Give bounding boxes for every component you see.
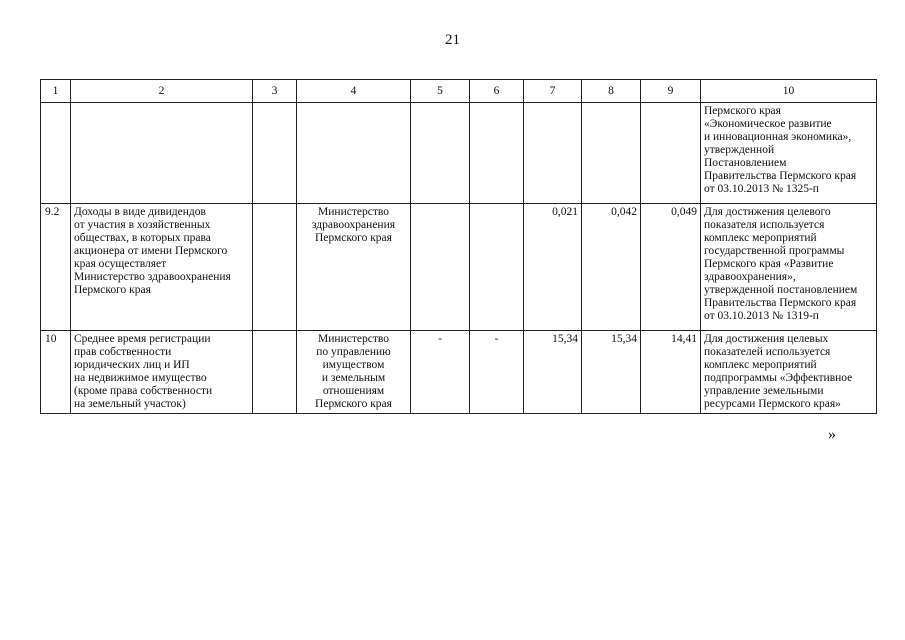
value-cell: 14,41 [641,331,701,414]
table-row [41,103,877,204]
page-number: 21 [445,32,460,48]
cell [253,331,297,414]
column-header: 1 [41,80,71,103]
value-cell: 15,34 [582,331,641,414]
value-cell [411,204,470,331]
column-header: 10 [701,80,877,103]
responsible-body-cell: Министерство здравоохранения Пермского края [297,204,411,331]
responsible-body-cell: Министерство по управлению имуществом и земельным отношениям Пермского края [297,331,411,414]
cell [253,103,297,204]
column-header: 5 [411,80,470,103]
column-header: 6 [470,80,524,103]
column-header: 3 [253,80,297,103]
value-cell: - [470,331,524,414]
column-header: 9 [641,80,701,103]
value-cell [470,103,524,204]
data-table [40,79,877,414]
column-header: 4 [297,80,411,103]
value-cell [524,103,582,204]
note-cell: Пермского края «Экономическое развитие и инновационная экономика», утвержденной Постановлением Правительства Пермского края от 03.10.2013 № 1325-п [701,103,877,204]
column-header: 2 [71,80,253,103]
closing-quote-mark: » [828,426,836,443]
indicator-name-cell [71,103,253,204]
cell [253,204,297,331]
value-cell [582,103,641,204]
indicator-name-cell: Среднее время регистрации прав собственности юридических лиц и ИП на недвижимое имущество (кроме права собственности на земельный участок) [71,331,253,414]
note-cell: Для достижения целевого показателя используется комплекс мероприятий государственной программы Пермского края «Развитие здравоохранения», утвержденной постановлением Правительства Пермского края от 03.10.2013 № 1319-п [701,204,877,331]
value-cell: 0,021 [524,204,582,331]
table-row [41,204,877,331]
indicator-name-cell: Доходы в виде дивидендов от участия в хозяйственных обществах, в которых права акционера от имени Пермского края осуществляет Министерство здравоохранения Пермского края [71,204,253,331]
column-header: 8 [582,80,641,103]
table-header-row [41,80,877,103]
note-cell: Для достижения целевых показателей используется комплекс мероприятий подпрограммы «Эффективное управление земельными ресурсами Пермского края» [701,331,877,414]
column-header: 7 [524,80,582,103]
row-number-cell [41,103,71,204]
responsible-body-cell [297,103,411,204]
value-cell [641,103,701,204]
value-cell: - [411,331,470,414]
row-number-cell: 9.2 [41,204,71,331]
value-cell [470,204,524,331]
value-cell: 0,049 [641,204,701,331]
value-cell: 0,042 [582,204,641,331]
value-cell [411,103,470,204]
value-cell: 15,34 [524,331,582,414]
table-row [41,331,877,414]
row-number-cell: 10 [41,331,71,414]
